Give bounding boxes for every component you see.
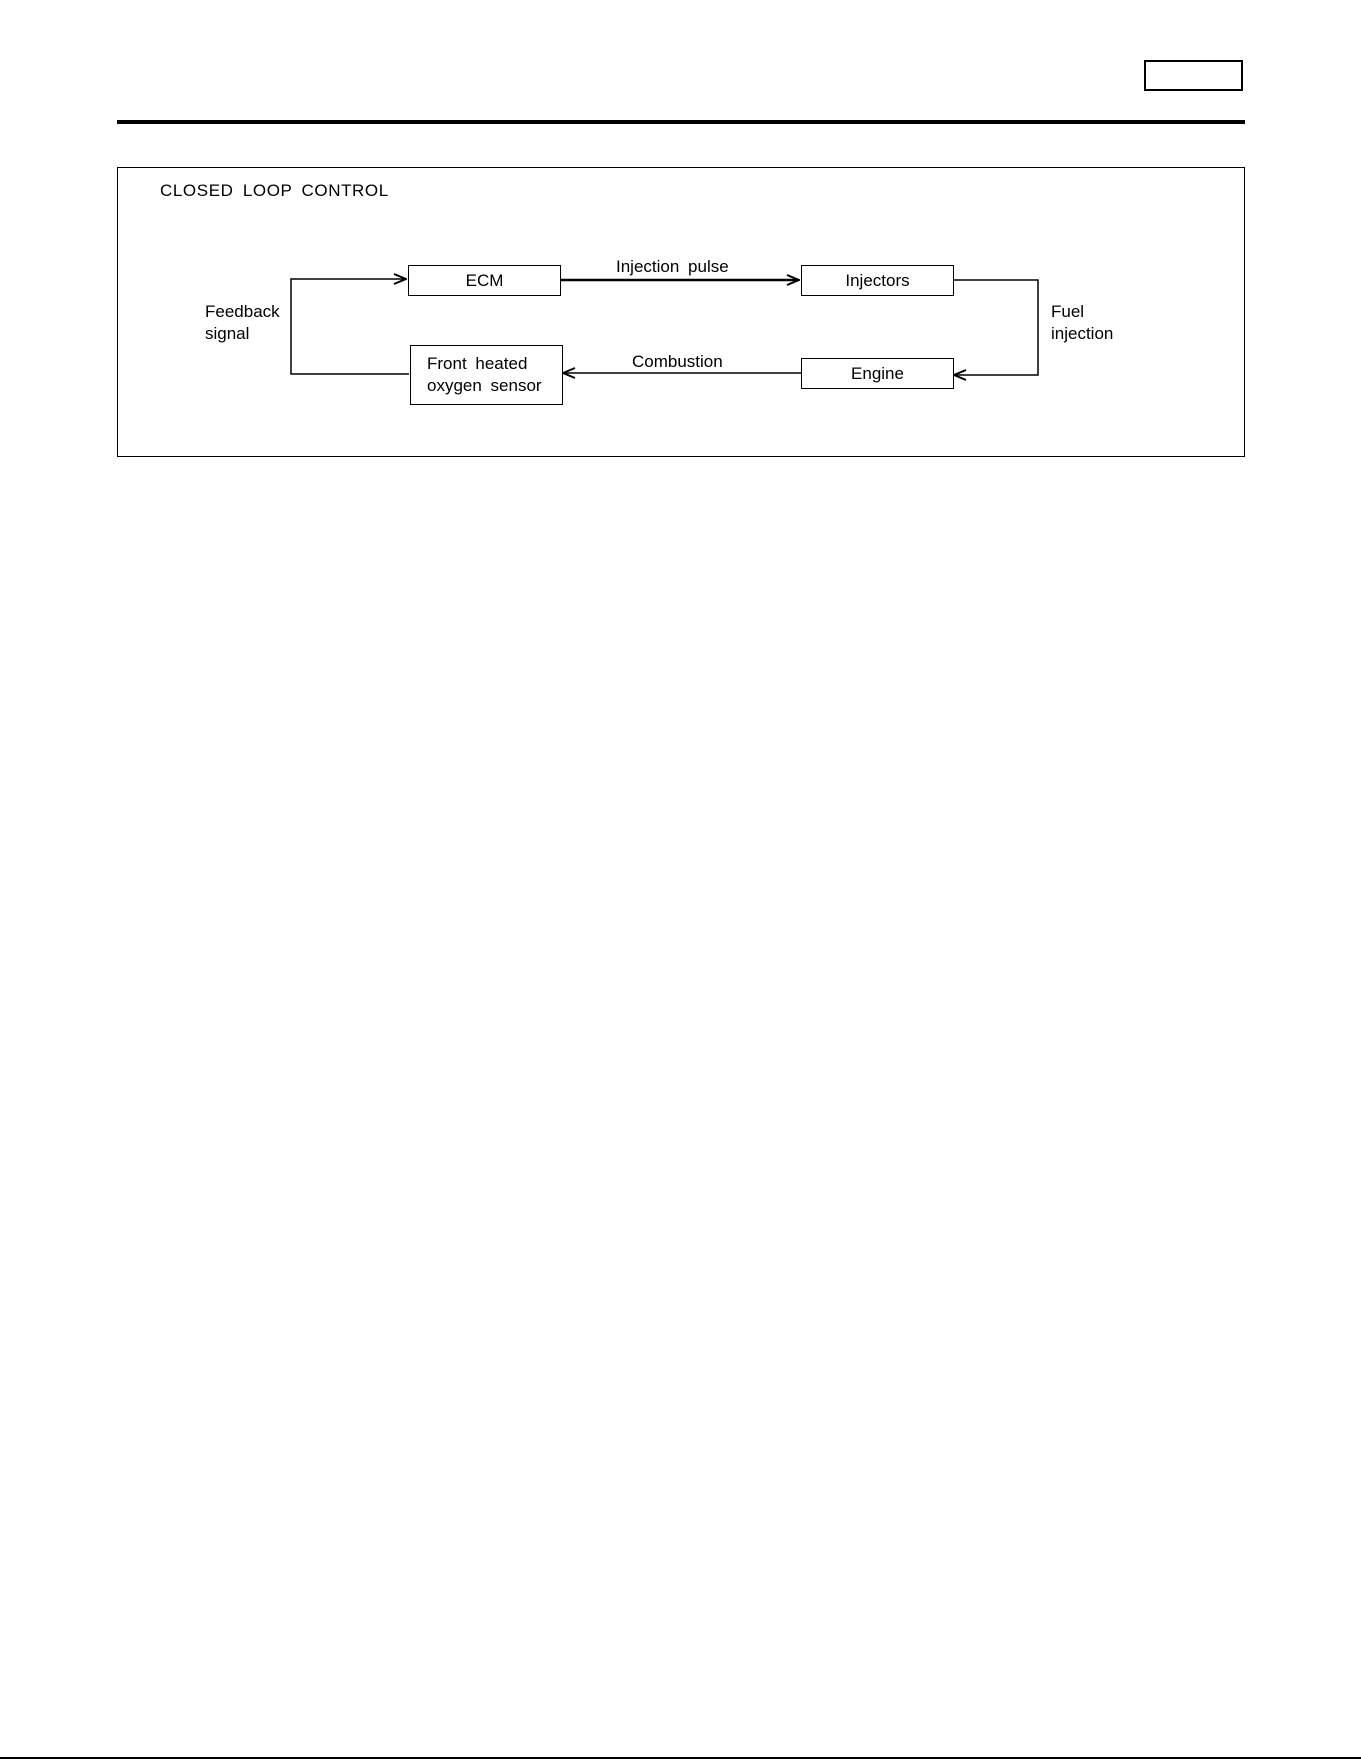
diagram-title: CLOSED LOOP CONTROL [160,181,389,200]
node-front-heated-oxygen-sensor [410,345,563,405]
node-ecm-label: ECM [465,270,504,290]
footer-rule [0,1757,1361,1759]
feedback-label-line1: Feedback [205,302,280,321]
node-sensor-label-line1: Front heated [427,354,528,373]
edge-fuel-injection-line [953,280,1038,375]
node-engine [801,358,954,389]
edge-label-fuel-injection [1051,301,1113,345]
fuel-label-line2: injection [1051,324,1114,343]
node-injectors-label: Injectors [845,270,910,290]
node-injectors [801,265,954,296]
feedback-label-line2: signal [205,324,250,343]
node-ecm [408,265,561,296]
node-engine-label: Engine [851,363,904,383]
edge-label-combustion: Combustion [632,352,723,371]
edge-label-injection-pulse: Injection pulse [616,257,729,276]
node-sensor-label-line2: oxygen sensor [427,376,542,395]
fuel-label-line1: Fuel [1051,302,1085,321]
edge-label-feedback-signal [205,301,280,345]
edge-feedback-signal-line [291,279,409,374]
